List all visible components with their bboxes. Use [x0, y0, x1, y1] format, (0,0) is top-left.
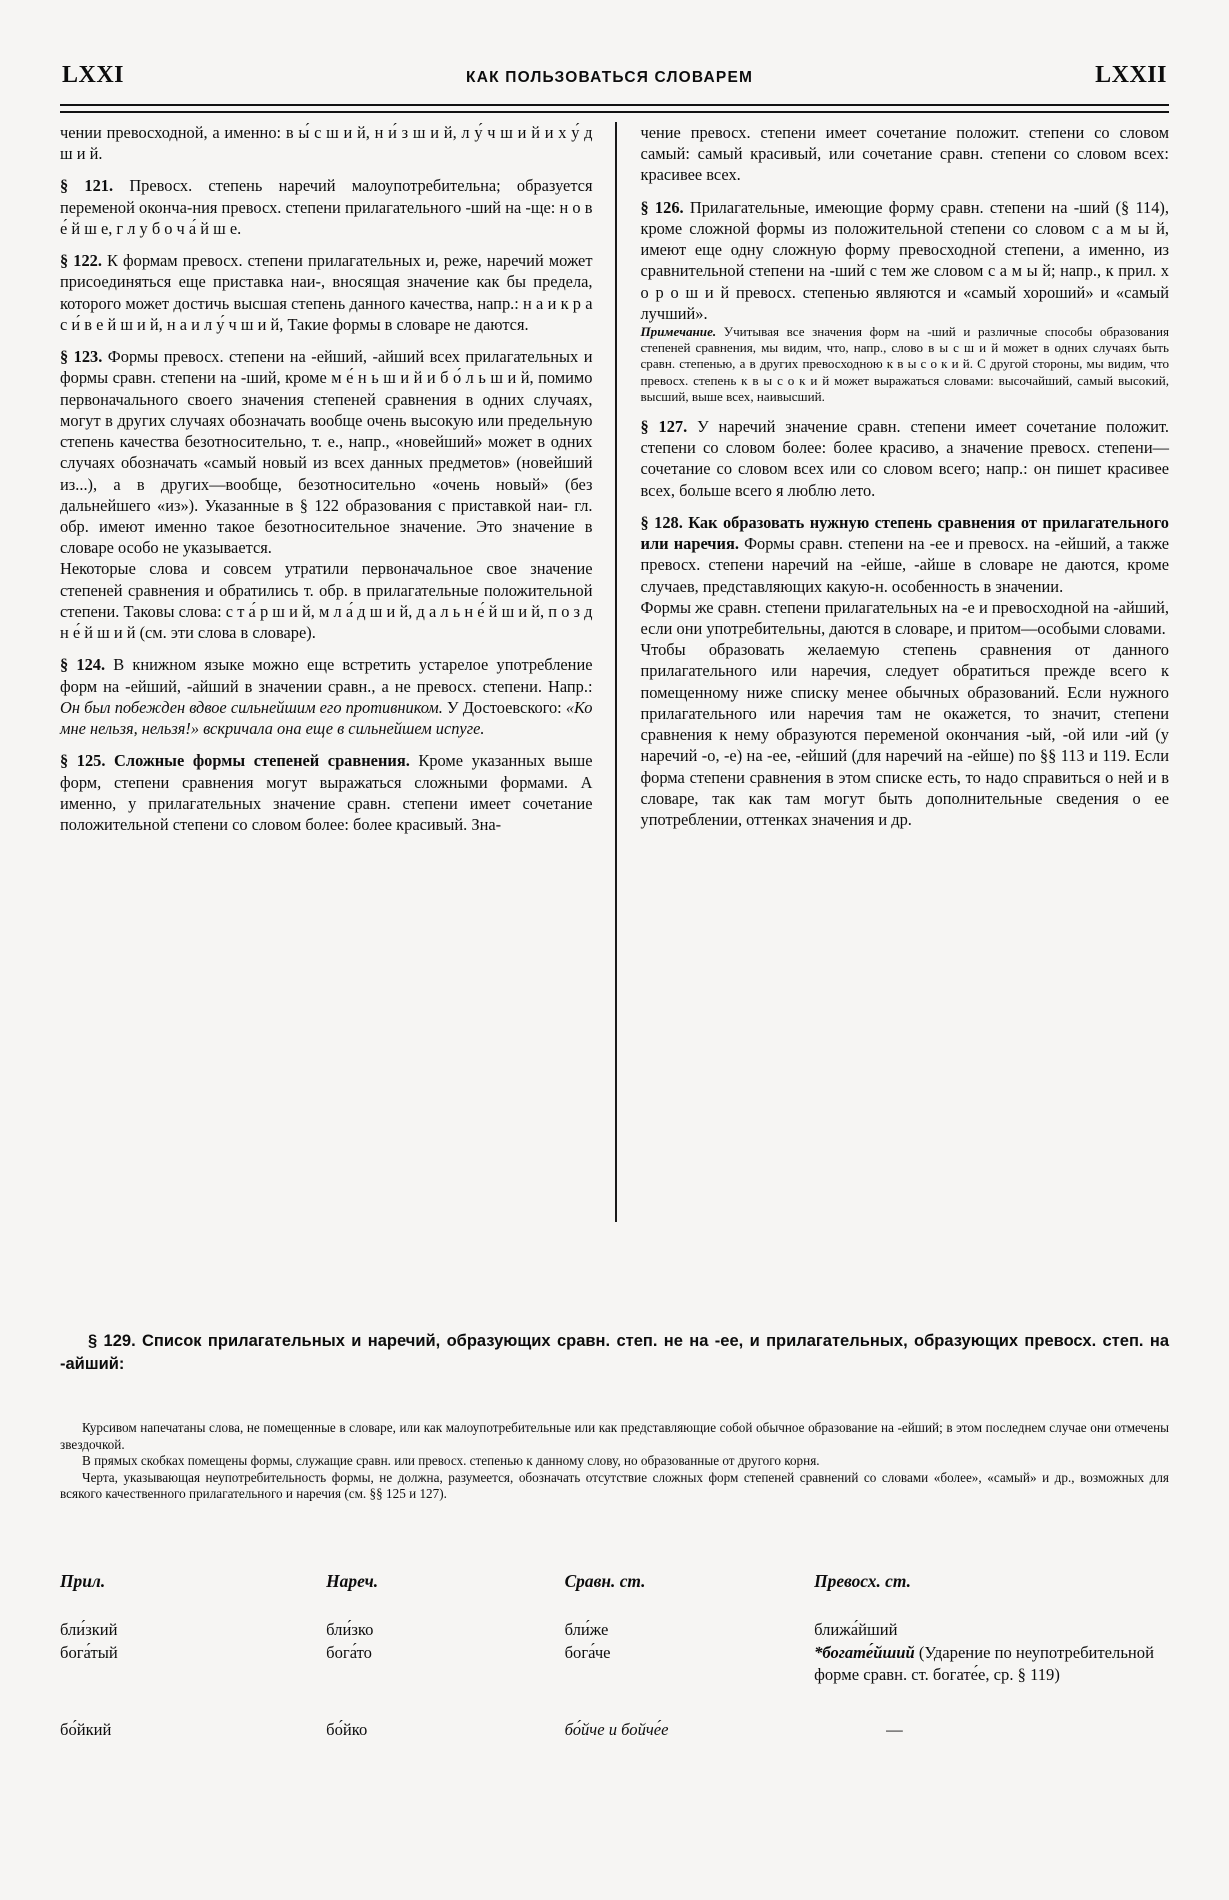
- cell-adverb: бо́йко: [326, 1720, 368, 1740]
- section-123: [60, 346, 593, 558]
- column-header-comparative: Сравн. ст.: [564, 1571, 646, 1591]
- section-122-text: К формам превосх. степени прилагательных и, реже, наречий может присоединяться еще приставка наи-, вносящая значение как бы предела, которого может достичь высшая степень данного качества, напр.: н а и к р а с и́ в е й ш и й, н а и л у́ ч ш и й, Такие формы в словаре не даются.: [60, 251, 593, 334]
- section-125-text: Кроме указанных выше форм, степени сравнения могут выражаться сложными формами. А именно, у прилагательных значение сравн. степени имеет сочетание положительной степени со словом более: более красивый. Зна-: [60, 751, 593, 835]
- section-number-123: § 123.: [60, 347, 103, 367]
- section-128-text: Формы сравн. степени на -ее и превосх. на -ейший, а также превосх. степени наречий на -ейше, -айше в словаре не даются, кроме случаев, представляющих какую-н. особенность в значении.: [640, 534, 1169, 596]
- note-label: Примечание.: [640, 324, 717, 340]
- cell-comparative: бли́же: [564, 1619, 609, 1639]
- section-number-129: § 129.: [88, 1332, 136, 1350]
- note-text: Учитывая все значения форм на -ший и различные способы образования степеней сравнения, мы видим, что, напр., слово в ы с ш и й может в одних случаях быть сравн. степенью, а в других превосходною к в ы с о к и й. С другой стороны, мы видим, что превосх. степень к в ы с о к и й может выражаться словами: высочайший, самый высокий, высший, выше всех, наивысший.: [640, 324, 1169, 404]
- header-rule: [60, 104, 1169, 113]
- cell-adjective: бо́йкий: [60, 1720, 112, 1740]
- note-block: [641, 324, 1170, 405]
- section-124-quote-2: «Ко мне нельзя, нельзя!» вскричала она еще в сильнейшем испуге.: [60, 697, 593, 739]
- running-head: [62, 62, 1167, 96]
- folio-right: LXXII: [1095, 62, 1167, 88]
- table-row: [60, 1642, 1169, 1685]
- cell-adjective: бога́тый: [60, 1643, 118, 1663]
- cell-superlative: [814, 1642, 1169, 1685]
- section-121: [60, 175, 593, 239]
- cell-superlative: ближа́йший: [814, 1619, 898, 1639]
- section-128: [641, 512, 1170, 597]
- column-header-superlative: Превосх. ст.: [814, 1571, 911, 1591]
- fineprint-paragraph-2: В прямых скобках помещены формы, служащие сравн. или превосх. степенью к данному слову, но образованные от другого корня.: [82, 1453, 820, 1469]
- section-126: [641, 197, 1170, 324]
- table-header-row: [60, 1570, 1169, 1593]
- section-124-quote-1: Он был побежден вдвое сильнейшим его противником.: [60, 697, 443, 717]
- section-number-122: § 122.: [60, 251, 102, 271]
- section-127-text: У наречий значение сравн. степени имеет сочетание положит. степени со словом более: более красиво, а значение превосх. степени—сочетание со словом всех или со словом всего; напр.: он пишет красивее всех, больше всего я люблю лето.: [640, 416, 1169, 500]
- cell-adverb: бли́зко: [326, 1619, 374, 1639]
- section-number-125: § 125.: [60, 751, 106, 771]
- section-123-text: Формы превосх. степени на -ейший, -айший всех прилагательных и формы сравн. степени на -ший, кроме м е́ н ь ш и й и б о́ л ь ш и й, помимо первоначального своего значения степеней сравнения в одних случаях, могут в других случаях обозначать вообще очень высокую или предельную степень качества безотносительно, т. е., напр., «новейший» может в одних случаях обозначать «самый новый из всех данных предметов» (новейший из...), а в других—вообще, безотносительно «очень новый» (без дальнейшего «из»). Указанные в § 122 образования с приставкой наи- гл. обр. имеют именно такое безотносительное значение. Это значение в словаре особо не указывается.: [60, 347, 593, 558]
- cell-comparative-form: бо́йче и бойче́е: [564, 1720, 669, 1740]
- column-header-adverb: Нареч.: [326, 1571, 379, 1591]
- word-table: [60, 1570, 1169, 1743]
- section-125-heading: Сложные формы степеней сравнения.: [114, 751, 410, 771]
- cell-adjective: бли́зкий: [60, 1619, 118, 1639]
- column-header-adjective: Прил.: [60, 1571, 106, 1591]
- cell-superlative-note: (Ударение по неупотребительной форме сравн. ст. богате́е, ср. § 119): [814, 1643, 1154, 1684]
- section-129-text: Список прилагательных и наречий, образующих сравн. степ. не на -ее, и прилагательных, образующих превосх. степ. на -айший:: [60, 1332, 1169, 1374]
- section-number-124: § 124.: [60, 655, 106, 675]
- cell-comparative: бога́че: [564, 1643, 611, 1663]
- section-125: [60, 750, 593, 835]
- paragraph-continuation-right: чение превосх. степени имеет сочетание положит. степени со словом самый: самый красивый, или сочетание сравн. степени со словом всех: красивее всех.: [640, 123, 1169, 185]
- section-123-paragraph-2: Некоторые слова и совсем утратили первоначальное свое значение степеней сравнения и обратились т. обр. в прилагательные положительной степени. Таковы слова: с т а́ р ш и й, м л а́ д ш и й, д а л ь н е́ й ш и й, п о з д н е́ й ш и й (см. эти слова в словаре).: [60, 559, 593, 643]
- section-128-paragraph-3: Чтобы образовать желаемую степень сравнения от данного прилагательного или наречия, следует обратиться прежде всего к помещенному ниже списку менее обычных образований. Если нужного прилагательного или наречия там не окажется, то значит, степени сравнения к нему образуются переменой окончания -ый, -ой или -ий (у наречий -о, -е) на -ее, -ейший (для наречий на -ейше) по §§ 113 и 119. Если форма степени сравнения в этом списке есть, то надо справиться о ней и в словаре, так как там могут быть дополнительные сведения о ее употреблении, оттенках значения и др.: [640, 640, 1169, 830]
- section-128-heading: Как образовать нужную степень сравнения от прилагательного или наречия.: [640, 512, 1169, 554]
- section-number-126: § 126.: [640, 197, 684, 217]
- cell-adverb: бога́то: [326, 1643, 372, 1663]
- fineprint-paragraph-3: Черта, указывающая неупотребительность формы, не должна, разумеется, обозначать отсутствие сложных форм степеней сравнений со словами «более», «самый» и др., возможных для всякого качественного прилагательного и наречия (см. §§ 125 и 127).: [60, 1469, 1169, 1502]
- section-number-127: § 127.: [640, 416, 688, 436]
- cell-comparative: [565, 1719, 815, 1741]
- cell-superlative: —: [886, 1720, 903, 1740]
- cell-superlative-form: *богате́йший: [814, 1643, 915, 1663]
- folio-left: LXXI: [62, 62, 125, 88]
- column-left: [60, 122, 615, 1222]
- section-124-text: В книжном языке можно еще встретить устарелое употребление форм на -ейший, -айший в значении сравн., а не превосх. степени. Напр.:: [60, 655, 593, 696]
- section-124: [60, 654, 593, 739]
- fineprint-paragraph-1: Курсивом напечатаны слова, не помещенные в словаре, или как малоупотребительные или как представляющие собой обычное образование на -ейший; в этом последнем случае они отмечены звездочкой.: [60, 1420, 1169, 1452]
- section-121-text: Превосх. степень наречий малоупотребительна; образуется переменой оконча-ния превосх. степени прилагательного -ший на -ще: н о в е́ й ш е, г л у б о ч а́ й ш е.: [60, 176, 593, 238]
- section-number-128: § 128.: [640, 512, 683, 532]
- table-row: [60, 1619, 1169, 1641]
- table-row: [60, 1719, 1169, 1741]
- section-122: [60, 250, 593, 335]
- running-title: КАК ПОЛЬЗОВАТЬСЯ СЛОВАРЕМ: [466, 69, 754, 86]
- column-right: [615, 122, 1170, 1222]
- section-128-paragraph-2: Формы же сравн. степени прилагательных на -е и превосходной на -айший, если они употребительны, даются в словаре, и притом—особыми словами.: [640, 597, 1169, 638]
- table-body: [60, 1619, 1169, 1741]
- section-126-text: Прилагательные, имеющие форму сравн. степени на -ший (§ 114), кроме сложной формы из положительной степени со словом с а м ы й, имеют еще одну сложную форму превосходной степени, а именно, из сравнительной степени на -ший с тем же словом с а м ы й; напр., к прил. х о р о ш и й превосх. степенью являются и «самый хороший» и «самый лучший».: [640, 197, 1169, 323]
- table-spacer-row: [60, 1687, 1169, 1717]
- body-columns: [60, 122, 1169, 1222]
- fineprint-block: [60, 1420, 1169, 1503]
- section-127: [641, 416, 1170, 501]
- section-124-mid: У Достоевского:: [447, 697, 562, 717]
- section-number-121: § 121.: [60, 176, 114, 196]
- section-129-heading: [60, 1330, 1169, 1377]
- paragraph-continuation: чении превосходной, а именно: в ы́ с ш и й, н и́ з ш и й, л у́ ч ш и й и х у́ д ш и й.: [60, 123, 593, 164]
